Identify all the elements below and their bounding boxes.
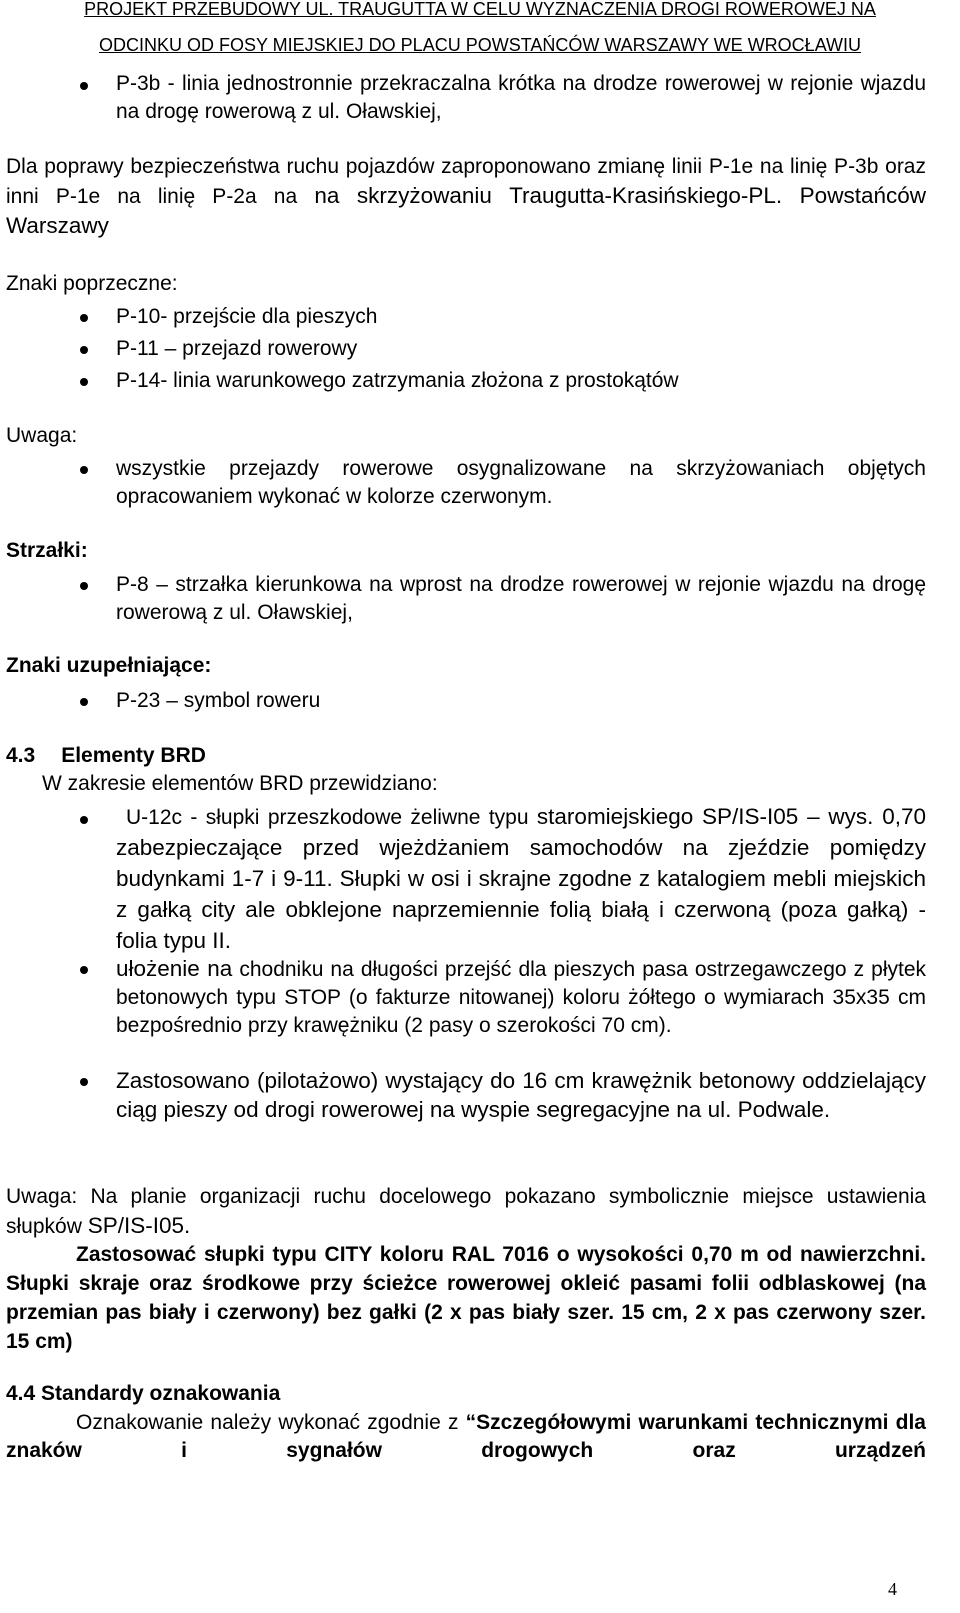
section-4-4-body: Oznakowanie należy wykonać zgodnie z xyxy=(76,1411,466,1434)
section-4-4-text xyxy=(6,1409,926,1465)
list-item: P-11 – przejazd rowerowy xyxy=(116,337,358,360)
list-item: P-14- linia warunkowego zatrzymania złożona z prostokątów xyxy=(116,369,679,392)
bullet xyxy=(80,466,88,474)
header-line-2: ODCINKU OD FOSY MIEJSKIEJ DO PLACU POWSTAŃCÓW WARSZAWY WE WROCŁAWIU xyxy=(98,35,862,55)
uwaga-2-bold: Zastosować słupki typu CITY koloru RAL 7016 o wysokości 0,70 m od nawierzchni. Słupki skraje oraz środkowe przy ścieżce rowerowej okleić pasami folii odblaskowej (na przemian pas biały i czerwony) bez gałki (2 x pas biały szer. 15 cm, 2 x pas czerwony szer. 15 cm) xyxy=(6,1243,926,1353)
brd-item-slupki-text: U-12c - słupki przeszkodowe żeliwne typu xyxy=(126,806,537,829)
bullet xyxy=(80,314,88,322)
list-item: P-10- przejście dla pieszych xyxy=(116,305,378,328)
strzalki-item: P-8 – strzałka kierunkowa na wprost na drodze rowerowej w rejonie wjazdu na drogę rowerową z ul. Oławskiej, xyxy=(116,573,926,624)
brd-item-plytki-text-large: ułożenie na xyxy=(116,956,233,981)
bullet xyxy=(80,378,88,386)
section-4-3-intro: W zakresie elementów BRD przewidziano: xyxy=(42,772,438,795)
paragraph-text: Dla poprawy bezpieczeństwa ruchu pojazdów zaproponowano zmianę linii P-1e na linię P-3b oraz inni P-1e na linię P-2a na xyxy=(6,155,926,208)
heading-strzalki: Strzałki: xyxy=(6,539,88,562)
section-4-3-heading xyxy=(6,742,206,770)
header-line-1: PROJEKT PRZEBUDOWY UL. TRAUGUTTA W CELU WYZNACZENIA DROGI ROWEROWEJ NA xyxy=(84,0,876,19)
section-title: Elementy BRD xyxy=(61,744,206,767)
bullet xyxy=(80,1078,88,1086)
uwaga-label: Uwaga: xyxy=(6,424,78,447)
uwaga-2-text: Uwaga: Na planie organizacji ruchu docelowego pokazano symbolicznie miejsce ustawienia słupków xyxy=(6,1185,926,1238)
bullet xyxy=(80,82,88,90)
heading-znaki-uzupelniajace: Znaki uzupełniające: xyxy=(6,654,212,677)
paragraph-text-large: na skrzyżowaniu Traugutta-Krasińskiego-PL. Powstańców Warszawy xyxy=(6,183,926,238)
brd-item-plytki xyxy=(116,954,926,1040)
bullet xyxy=(80,698,88,706)
heading-znaki-poprzeczne: Znaki poprzeczne: xyxy=(6,272,178,295)
znaki-uzupelniajace-item: P-23 – symbol roweru xyxy=(116,689,321,712)
bullet xyxy=(80,816,88,824)
bullet xyxy=(80,582,88,590)
page-number: 4 xyxy=(888,1579,897,1599)
uwaga-2-code: SP/IS-I05. xyxy=(87,1213,191,1238)
bullet xyxy=(80,346,88,354)
section-4-4-heading: 4.4 Standardy oznakowania xyxy=(6,1382,281,1405)
brd-item-slupki xyxy=(116,802,926,957)
brd-item-plytki-text: chodniku na długości przejść dla pieszych pasa ostrzegawczego z płytek betonowych typu STOP (o fakturze nitowanej) koloru żółtego o wymiarach 35x35 cm bezpośrednio przy krawężniku (2 pasy o szerokości 70 cm). xyxy=(116,958,926,1037)
brd-item-slupki-text-large: staromiejskiego SP/IS-I05 – wys. 0,70 zabezpieczające przed wjeżdżaniem samochodów na zjeździe pomiędzy budynkami 1-7 i 9-11. Słupki w osi i skrajne zgodne z katalogiem mebli miejskich z gałką city ale obklejone naprzemiennie folią białą i czerwoną (poza gałką) - folia typu II. xyxy=(116,804,927,953)
uwaga-2 xyxy=(6,1183,926,1241)
section-4-4-bold: “Szczegółowymi warunkami technicznymi dla znaków i sygnałów drogowych oraz urządzeń xyxy=(6,1411,926,1462)
paragraph-line-changes xyxy=(6,153,926,241)
bullet xyxy=(80,966,88,974)
uwaga-item: wszystkie przejazdy rowerowe osygnalizowane na skrzyżowaniach objętych opracowaniem wykonać w kolorze czerwonym. xyxy=(116,457,926,508)
section-number: 4.3 xyxy=(6,744,36,767)
p3b-item: P-3b - linia jednostronnie przekraczalna krótka na drodze rowerowej w rejonie wjazdu na drogę rowerową z ul. Oławskiej, xyxy=(116,72,926,123)
brd-item-kraweznik: Zastosowano (pilotażowo) wystający do 16 cm krawężnik betonowy oddzielający ciąg pieszy od drogi rowerowej na wyspie segregacyjne na ul. Podwale. xyxy=(116,1068,926,1122)
